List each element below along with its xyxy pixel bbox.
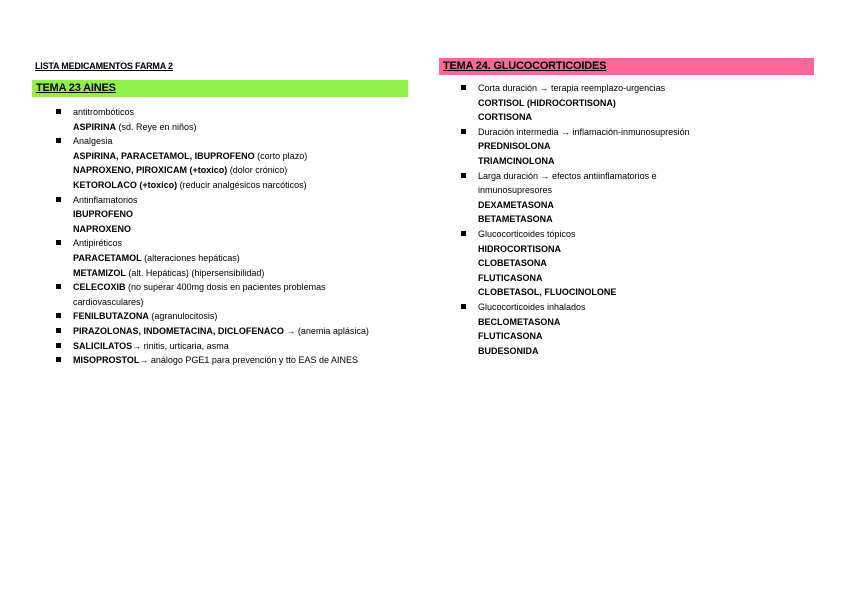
drug-name: FLUTICASONA — [478, 272, 543, 283]
item-line — [478, 139, 814, 154]
item-line — [478, 285, 814, 300]
drug-name: CELECOXIB — [73, 282, 126, 293]
item-text: cardiovasculares) — [73, 296, 144, 307]
drug-name: PREDNISOLONA — [478, 141, 551, 152]
item-text: análogo PGE1 para prevención y tto EAS de AINES — [148, 355, 358, 366]
item-line — [73, 193, 408, 208]
list-item — [439, 125, 814, 169]
item-text: Glucocorticoides inhalados — [478, 301, 586, 312]
drug-name: BETAMETASONA — [478, 214, 553, 225]
list-item — [32, 353, 408, 368]
list-item — [32, 105, 408, 134]
drug-name: TRIAMCINOLONA — [478, 155, 555, 166]
item-text: (corto plazo) — [254, 150, 308, 161]
square-bullet-icon — [56, 328, 61, 333]
square-bullet-icon — [56, 138, 61, 143]
list-item — [439, 169, 814, 227]
square-bullet-icon — [461, 231, 466, 236]
item-line — [478, 227, 814, 242]
item-text: Analgesia — [73, 136, 113, 147]
item-text: Larga duración → efectos antiinflamatorios e — [478, 170, 657, 181]
list-item — [439, 81, 814, 125]
item-line — [478, 125, 814, 140]
item-line — [73, 120, 408, 135]
item-text: inmunosupresores — [478, 185, 553, 196]
item-text: Antipiréticos — [73, 238, 123, 249]
drug-name: PIRAZOLONAS, INDOMETACINA, DICLOFENACO → — [73, 325, 296, 336]
list-item — [439, 300, 814, 358]
document-title: LISTA MEDICAMENTOS FARMA 2 — [35, 61, 173, 71]
drug-name: METAMIZOL — [73, 267, 126, 278]
drug-name: NAPROXENO — [73, 223, 132, 234]
square-bullet-icon — [56, 343, 61, 348]
item-text: rinitis, urticaria, asma — [141, 340, 229, 351]
drug-name: BECLOMETASONA — [478, 316, 561, 327]
square-bullet-icon — [56, 197, 61, 202]
item-line — [478, 271, 814, 286]
item-line — [478, 198, 814, 213]
list-item — [32, 193, 408, 237]
item-text: (alt. Hepáticas) (hipersensibilidad) — [125, 267, 265, 278]
item-line — [478, 183, 814, 198]
item-line — [73, 207, 408, 222]
item-line — [73, 222, 408, 237]
item-text: Corta duración → terapia reemplazo-urgencias — [478, 83, 666, 93]
item-line — [73, 324, 408, 339]
drug-name: FENILBUTAZONA — [73, 311, 149, 322]
aines-list — [32, 105, 408, 368]
square-bullet-icon — [56, 109, 61, 114]
drug-name: BUDESONIDA — [478, 345, 539, 356]
square-bullet-icon — [461, 173, 466, 178]
drug-name: IBUPROFENO — [73, 209, 134, 220]
item-line — [478, 300, 814, 315]
item-line — [73, 178, 408, 193]
list-item — [32, 280, 408, 309]
drug-name: CLOBETASONA — [478, 258, 547, 269]
square-bullet-icon — [461, 85, 466, 90]
square-bullet-icon — [56, 284, 61, 289]
item-line — [73, 339, 408, 354]
list-item — [32, 324, 408, 339]
item-line — [478, 212, 814, 227]
item-line — [478, 242, 814, 257]
item-line — [73, 163, 408, 178]
drug-name: NAPROXENO, PIROXICAM (+toxico) — [73, 165, 228, 176]
section-glucocorticoides — [439, 58, 814, 358]
item-text: (reducir analgésicos narcóticos) — [177, 179, 307, 190]
item-line — [73, 295, 408, 310]
item-line — [478, 256, 814, 271]
section-header-aines: TEMA 23 AINES — [32, 80, 408, 97]
list-item — [32, 339, 408, 354]
list-item — [32, 134, 408, 192]
item-text: (no superar 400mg dosis en pacientes problemas — [125, 282, 326, 293]
drug-name: PARACETAMOL — [73, 252, 142, 263]
list-item — [439, 227, 814, 300]
drug-name: CORTISONA — [478, 112, 532, 123]
item-text: Duración intermedia → inflamación-inmunosupresión — [478, 126, 690, 137]
item-line — [478, 315, 814, 330]
drug-name: CLOBETASOL, FLUOCINOLONE — [478, 287, 617, 298]
item-line — [73, 280, 408, 295]
item-line — [73, 149, 408, 164]
drug-name: KETOROLACO (+toxico) — [73, 179, 178, 190]
item-text: Antinflamatorios — [73, 194, 138, 205]
item-text: (sd. Reye en niños) — [116, 121, 197, 132]
item-line — [73, 309, 408, 324]
item-line — [478, 110, 814, 125]
glucocorticoides-list — [439, 81, 814, 358]
list-item — [32, 236, 408, 280]
item-text: (dolor crónico) — [227, 165, 288, 176]
section-aines — [32, 80, 408, 368]
drug-name: CORTISOL (HIDROCORTISONA) — [478, 97, 616, 108]
square-bullet-icon — [461, 304, 466, 309]
item-line — [73, 251, 408, 266]
drug-name: DEXAMETASONA — [478, 199, 554, 210]
drug-name: HIDROCORTISONA — [478, 243, 561, 254]
item-line — [478, 81, 814, 96]
item-line — [73, 353, 408, 368]
item-line — [73, 134, 408, 149]
item-line — [478, 329, 814, 344]
item-line — [73, 105, 408, 120]
item-line — [478, 169, 814, 184]
drug-name: SALICILATOS→ — [73, 340, 142, 351]
item-text: (agranulocitosis) — [148, 311, 218, 322]
item-line — [478, 96, 814, 111]
item-line — [478, 154, 814, 169]
drug-name: FLUTICASONA — [478, 331, 543, 342]
square-bullet-icon — [461, 129, 466, 134]
drug-name: MISOPROSTOL→ — [73, 355, 149, 366]
item-line — [73, 266, 408, 281]
list-item — [32, 309, 408, 324]
square-bullet-icon — [56, 357, 61, 362]
section-header-glucocorticoides: TEMA 24. GLUCOCORTICOIDES — [439, 58, 814, 75]
item-line — [73, 236, 408, 251]
item-text: Glucocorticoides tópicos — [478, 228, 576, 239]
square-bullet-icon — [56, 240, 61, 245]
item-text: (alteraciones hepáticas) — [141, 252, 240, 263]
drug-name: ASPIRINA, PARACETAMOL, IBUPROFENO — [73, 150, 255, 161]
item-text: (anemia aplásica) — [295, 325, 369, 336]
item-line — [478, 344, 814, 359]
item-text: antitrombóticos — [73, 107, 135, 117]
square-bullet-icon — [56, 313, 61, 318]
drug-name: ASPIRINA — [73, 121, 117, 132]
